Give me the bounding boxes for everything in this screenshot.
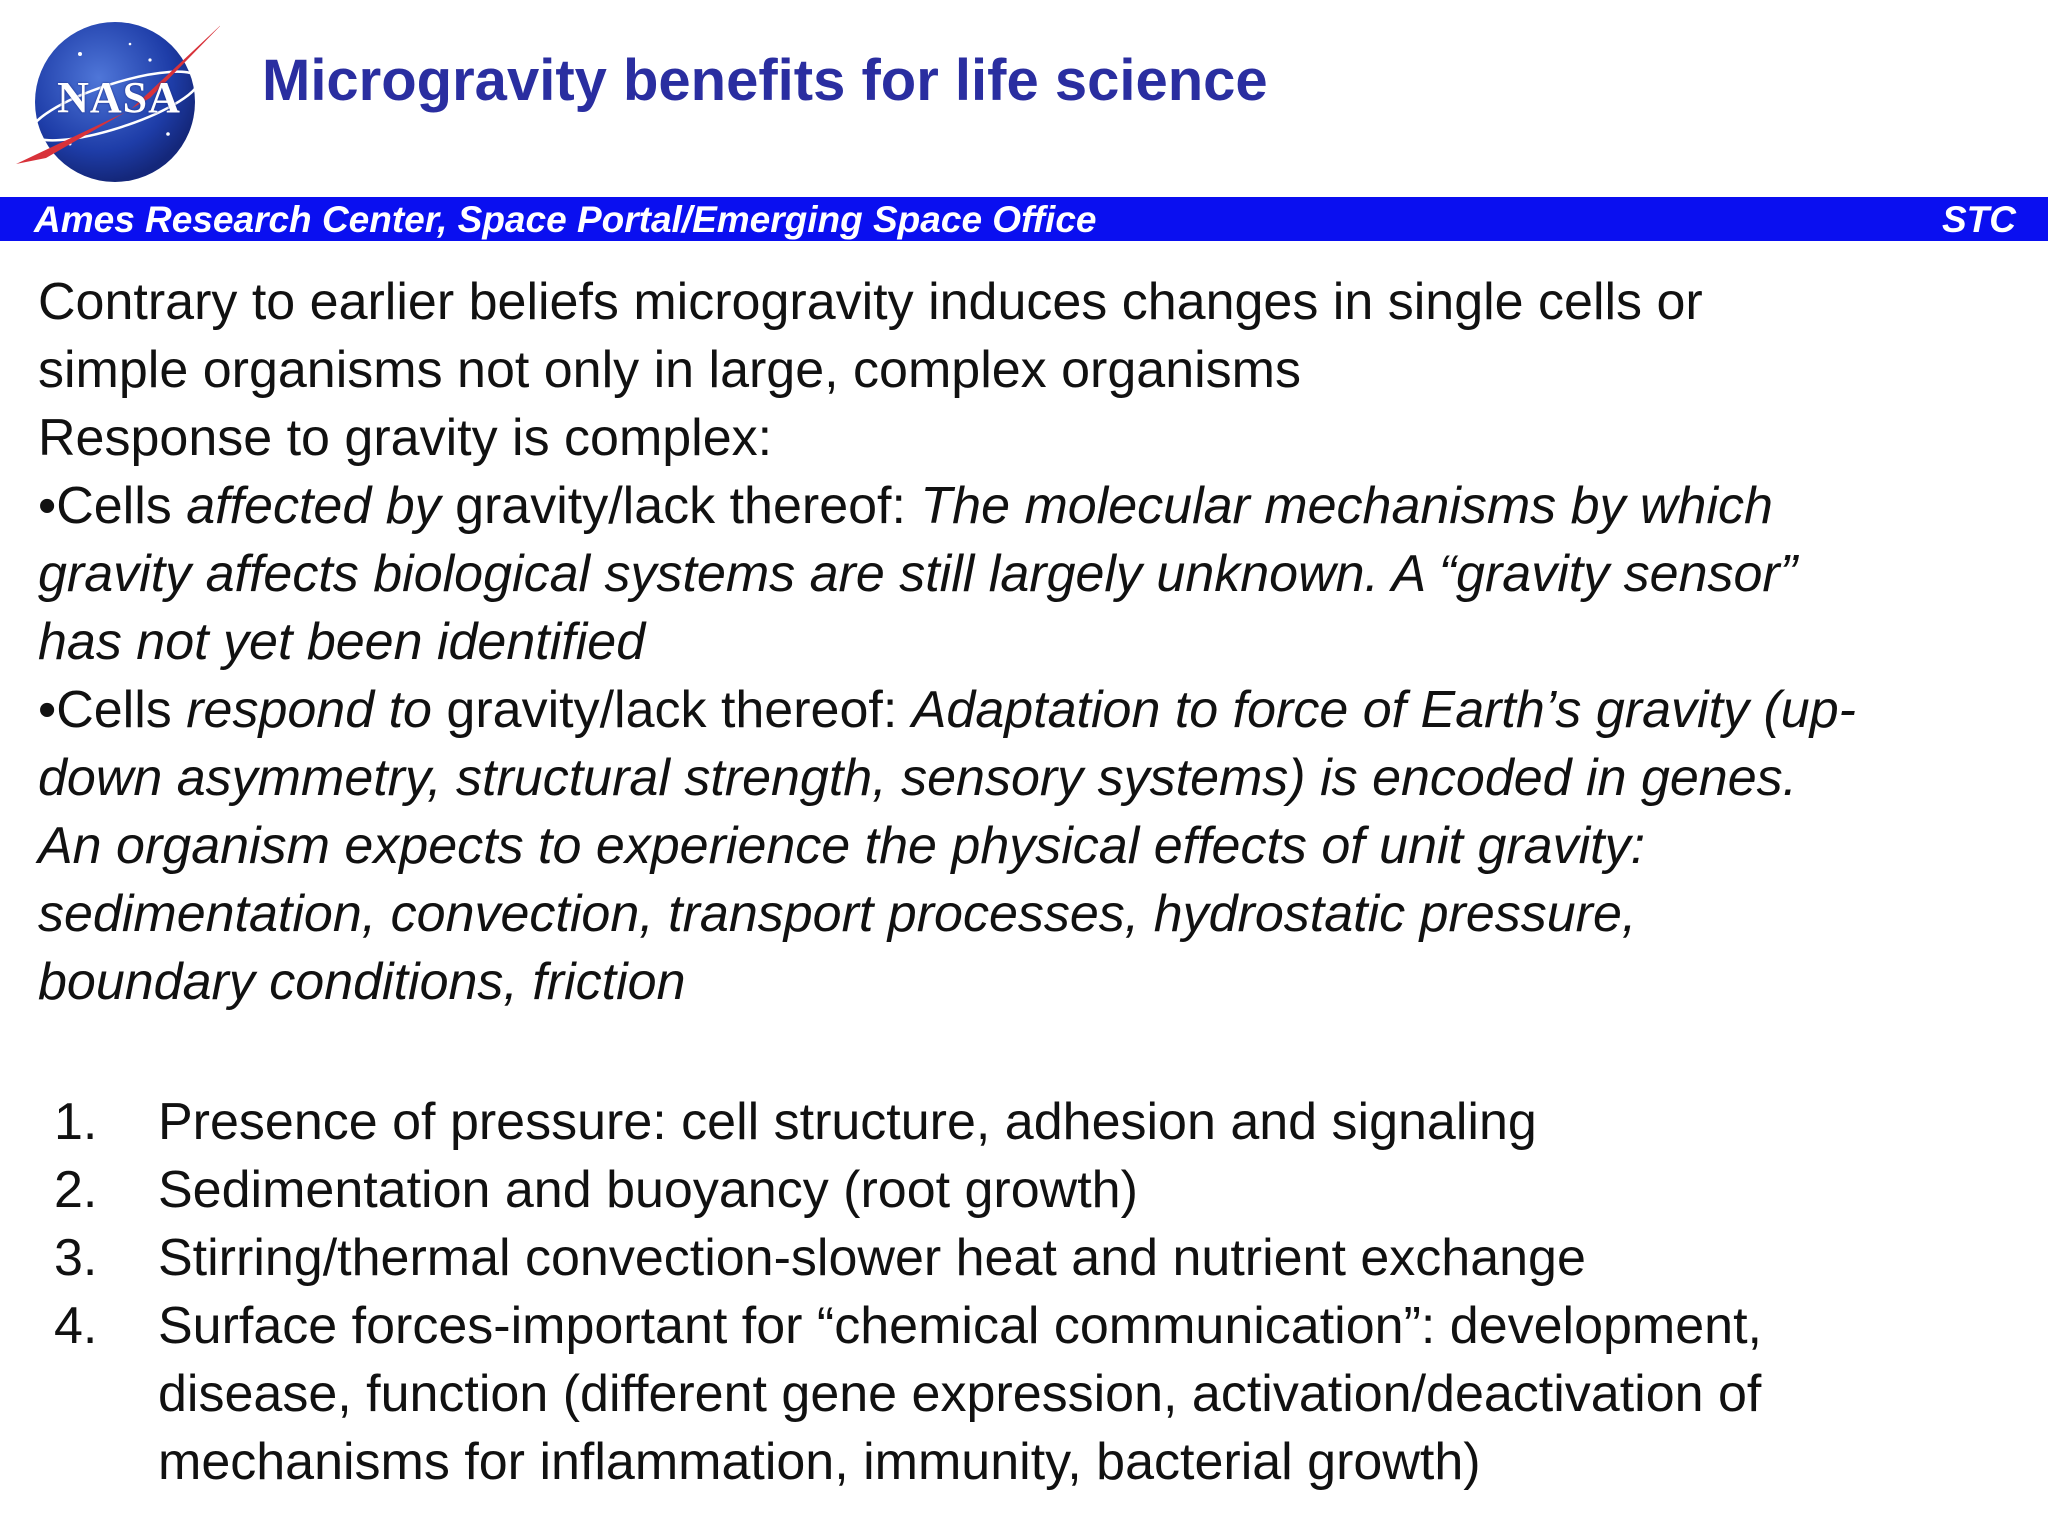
list-number: 4. — [54, 1297, 98, 1355]
bullet-continuation: down asymmetry, structural strength, sensory systems) is encoded in genes. — [38, 749, 1798, 807]
bullet-respond — [38, 676, 2028, 744]
banner-organization: Ames Research Center, Space Portal/Emerging Space Office — [34, 199, 1097, 240]
bullet-affected — [38, 472, 2028, 540]
body-text — [38, 268, 2028, 1016]
list-number: 2. — [54, 1161, 98, 1219]
list-item — [38, 1292, 2028, 1496]
bullet-continuation: sedimentation, convection, transport processes, hydrostatic pressure, — [38, 885, 1637, 943]
list-number: 1. — [54, 1093, 98, 1151]
numbered-list — [38, 1088, 2028, 1496]
banner-tag: STC — [1942, 199, 2016, 240]
bullet-italic-phrase: affected by — [186, 477, 441, 535]
intro-line: Contrary to earlier beliefs microgravity induces changes in single cells or — [38, 273, 1703, 331]
list-item — [38, 1088, 2028, 1156]
list-item-text: mechanisms for inflammation, immunity, bacterial growth) — [158, 1433, 1481, 1491]
bullet-italic-text: The molecular mechanisms by which — [920, 477, 1773, 535]
response-heading: Response to gravity is complex: — [38, 409, 773, 467]
banner-bar — [0, 197, 2048, 241]
page-title: Microgravity benefits for life science — [262, 48, 1268, 113]
bullet-middle: gravity/lack thereof: — [440, 477, 921, 535]
bullet-continuation: gravity affects biological systems are still largely unknown. A “gravity sensor” — [38, 545, 1798, 603]
list-item — [38, 1156, 2028, 1224]
list-item-text: Stirring/thermal convection-slower heat and nutrient exchange — [158, 1229, 1586, 1287]
bullet-continuation: An organism expects to experience the physical effects of unit gravity: — [38, 817, 1646, 875]
bullet-continuation: has not yet been identified — [38, 613, 646, 671]
bullet-prefix: •Cells — [38, 681, 187, 739]
list-item — [38, 1224, 2028, 1292]
intro-line: simple organisms not only in large, complex organisms — [38, 341, 1301, 399]
bullet-italic-phrase: respond to — [186, 681, 432, 739]
list-item-text: Sedimentation and buoyancy (root growth) — [158, 1161, 1138, 1219]
list-item-text: Surface forces-important for “chemical communication”: development, — [158, 1297, 1762, 1355]
nasa-logo — [10, 14, 220, 184]
bullet-continuation: boundary conditions, friction — [38, 953, 686, 1011]
bullet-italic-text: Adaptation to force of Earth’s gravity (up- — [911, 681, 1856, 739]
logo-text: NASA — [57, 73, 181, 122]
bullet-prefix: •Cells — [38, 477, 187, 535]
list-item-text: disease, function (different gene expression, activation/deactivation of — [158, 1365, 1762, 1423]
list-item-text: Presence of pressure: cell structure, adhesion and signaling — [158, 1093, 1537, 1151]
list-number: 3. — [54, 1229, 98, 1287]
bullet-middle: gravity/lack thereof: — [431, 681, 912, 739]
